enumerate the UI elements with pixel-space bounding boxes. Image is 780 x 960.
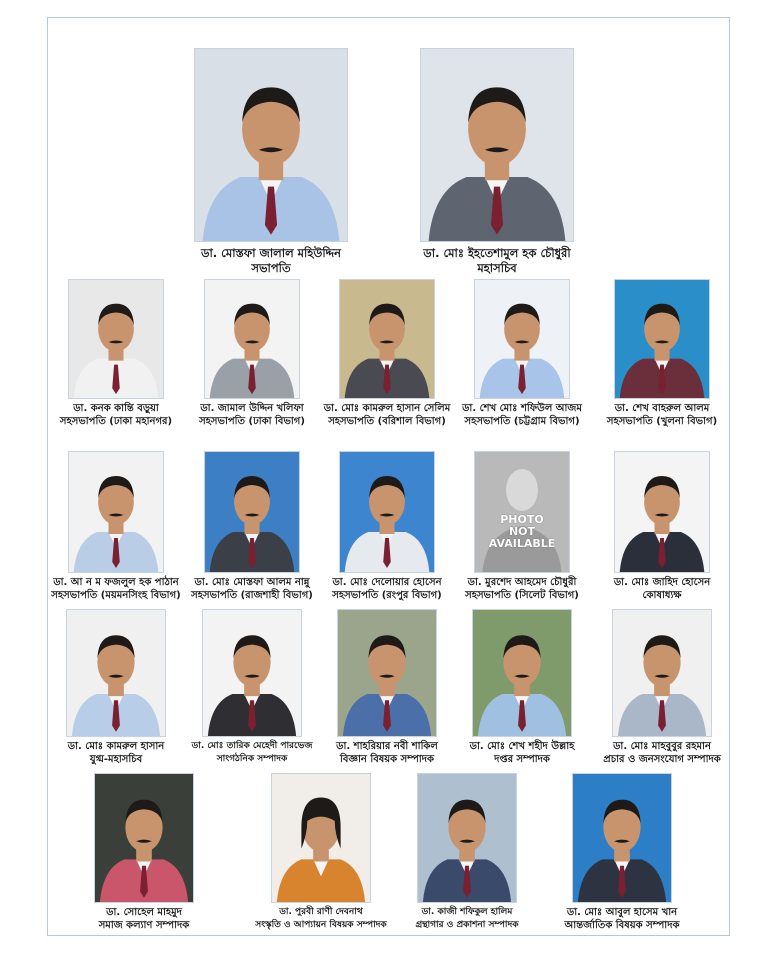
member-photo xyxy=(204,451,300,573)
member-name: ডা. কনক কান্তি বড়ুয়া xyxy=(73,403,159,414)
photo-not-available xyxy=(474,451,570,573)
member-designation: দপ্তর সম্পাদক xyxy=(494,754,550,765)
member-name: ডা. মোঃ মাহবুবুর রহমান xyxy=(613,741,711,752)
portrait-illustration xyxy=(67,610,165,736)
member-designation: মহাসচিব xyxy=(477,261,517,275)
member-name: ডা. মোঃ কামরুল হাসান সেলিম xyxy=(323,403,451,414)
portrait-illustration xyxy=(340,280,434,398)
portrait-illustration xyxy=(573,774,671,902)
member-name: ডা. মোস্তফা জালাল মহিউদ্দিন xyxy=(200,246,341,260)
member-photo xyxy=(194,48,348,242)
placeholder-text-line1: PHOTO xyxy=(500,513,544,527)
member-designation: সংস্কৃতি ও আপ্যায়ন বিষয়ক সম্পাদক xyxy=(255,920,387,930)
portrait-illustration xyxy=(338,610,436,736)
portrait-illustration xyxy=(95,774,193,902)
placeholder-text-line3: AVAILABLE xyxy=(488,537,556,551)
member-name: ডা. মোঃ আবুল হাসেম খান xyxy=(566,907,678,918)
member-name: ডা. কাজী শফিকুল হালিম xyxy=(421,907,513,917)
member-photo xyxy=(66,609,166,737)
member-name: ডা. মোঃ দেলোয়ার হোসেন xyxy=(332,577,442,588)
member-designation: সহসভাপতি (বরিশাল বিভাগ) xyxy=(328,416,446,427)
portrait-illustration xyxy=(205,280,299,398)
member-designation: সহসভাপতি (খুলনা বিভাগ) xyxy=(606,416,718,427)
member-photo xyxy=(417,773,517,903)
member-designation: সহসভাপতি (রংপুর বিভাগ) xyxy=(332,590,442,601)
member-designation: কোষাধ্যক্ষ xyxy=(642,590,682,601)
member-photo xyxy=(339,451,435,573)
member-card xyxy=(54,773,234,932)
member-photo xyxy=(572,773,672,903)
portrait-illustration xyxy=(615,280,709,398)
member-name: ডা. জামাল উদ্দিন খলিফা xyxy=(200,403,304,414)
member-card xyxy=(572,451,752,602)
member-name: ডা. মুরশেদ আহমেদ চৌধুরী xyxy=(467,577,577,588)
member-photo xyxy=(204,279,300,399)
member-designation: সাংগঠনিক সম্পাদক xyxy=(216,754,288,764)
member-designation: সহসভাপতি (সিলেট বিভাগ) xyxy=(465,590,579,601)
member-name: ডা. মোঃ কামরুল হাসান xyxy=(67,741,165,752)
portrait-illustration xyxy=(195,49,347,241)
member-designation: সহসভাপতি (ময়মনসিংহ বিভাগ) xyxy=(51,590,181,601)
portrait-illustration xyxy=(421,49,573,241)
member-card xyxy=(181,48,361,276)
member-name: ডা. মোঃ তারিক মেহেদী পারভেজ xyxy=(191,741,313,751)
member-name: ডা. মোঃ মোস্তফা আলম নান্নু xyxy=(194,577,310,588)
member-photo xyxy=(94,773,194,903)
member-photo xyxy=(202,609,302,737)
member-photo xyxy=(420,48,574,242)
member-card xyxy=(407,48,587,276)
member-card xyxy=(572,279,752,428)
portrait-illustration xyxy=(613,610,711,736)
portrait-illustration xyxy=(340,452,434,572)
member-photo xyxy=(614,279,710,399)
member-photo xyxy=(472,609,572,737)
member-designation: সমাজ কল্যাণ সম্পাদক xyxy=(98,920,190,931)
member-photo xyxy=(474,279,570,399)
portrait-illustration xyxy=(69,452,163,572)
member-designation: বিজ্ঞান বিষয়ক সম্পাদক xyxy=(340,754,434,765)
member-photo xyxy=(68,279,164,399)
placeholder-silhouette-icon xyxy=(475,452,569,572)
member-name: ডা. শেখ মোঃ শফিউল আজম xyxy=(462,403,582,414)
portrait-illustration xyxy=(205,452,299,572)
member-name: ডা. শাহরিয়ার নবী শাকিল xyxy=(336,741,438,752)
member-name: ডা. মোঃ ইহতেশামুল হক চৌধুরী xyxy=(423,246,571,260)
photo-not-available-text xyxy=(475,514,569,550)
member-designation: গ্রন্থাগার ও প্রকাশনা সম্পাদক xyxy=(415,920,519,930)
member-designation: যুগ্ম-মহাসচিব xyxy=(89,754,143,765)
member-photo xyxy=(614,451,710,573)
portrait-illustration xyxy=(418,774,516,902)
portrait-illustration xyxy=(203,610,301,736)
portrait-illustration xyxy=(473,610,571,736)
member-photo xyxy=(612,609,712,737)
member-designation: আন্তর্জাতিক বিষয়ক সম্পাদক xyxy=(564,920,680,931)
member-photo xyxy=(337,609,437,737)
member-designation: সহসভাপতি (চট্টগ্রাম বিভাগ) xyxy=(464,416,580,427)
member-photo xyxy=(339,279,435,399)
portrait-illustration xyxy=(615,452,709,572)
member-name: ডা. পুরবী রাণী দেবনাথ xyxy=(279,907,363,917)
member-card xyxy=(532,773,712,932)
member-photo xyxy=(271,773,371,903)
member-name: ডা. আ ন ম ফজলুল হক পাঠান xyxy=(53,577,179,588)
portrait-illustration xyxy=(272,774,370,902)
member-name: ডা. মোঃ জাহিদ হোসেন xyxy=(613,577,711,588)
member-name: ডা. শেখ বাহরুল আলম xyxy=(614,403,710,414)
member-designation: প্রচার ও জনসংযোগ সম্পাদক xyxy=(603,754,721,765)
member-designation: সহসভাপতি (ঢাকা বিভাগ) xyxy=(199,416,305,427)
member-card xyxy=(377,773,557,932)
member-designation: সহসভাপতি (ঢাকা মহানগর) xyxy=(59,416,173,427)
member-designation: সহসভাপতি (রাজশাহী বিভাগ) xyxy=(191,590,313,601)
portrait-illustration xyxy=(69,280,163,398)
member-name: ডা. মোঃ শেখ শহীদ উল্লাহ xyxy=(469,741,575,752)
member-photo xyxy=(68,451,164,573)
placeholder-text-line2: NOT xyxy=(508,525,536,539)
member-card xyxy=(572,609,752,766)
portrait-illustration xyxy=(475,280,569,398)
member-designation: সভাপতি xyxy=(251,261,291,275)
member-name: ডা. সোহেল মাহমুদ xyxy=(106,907,182,918)
